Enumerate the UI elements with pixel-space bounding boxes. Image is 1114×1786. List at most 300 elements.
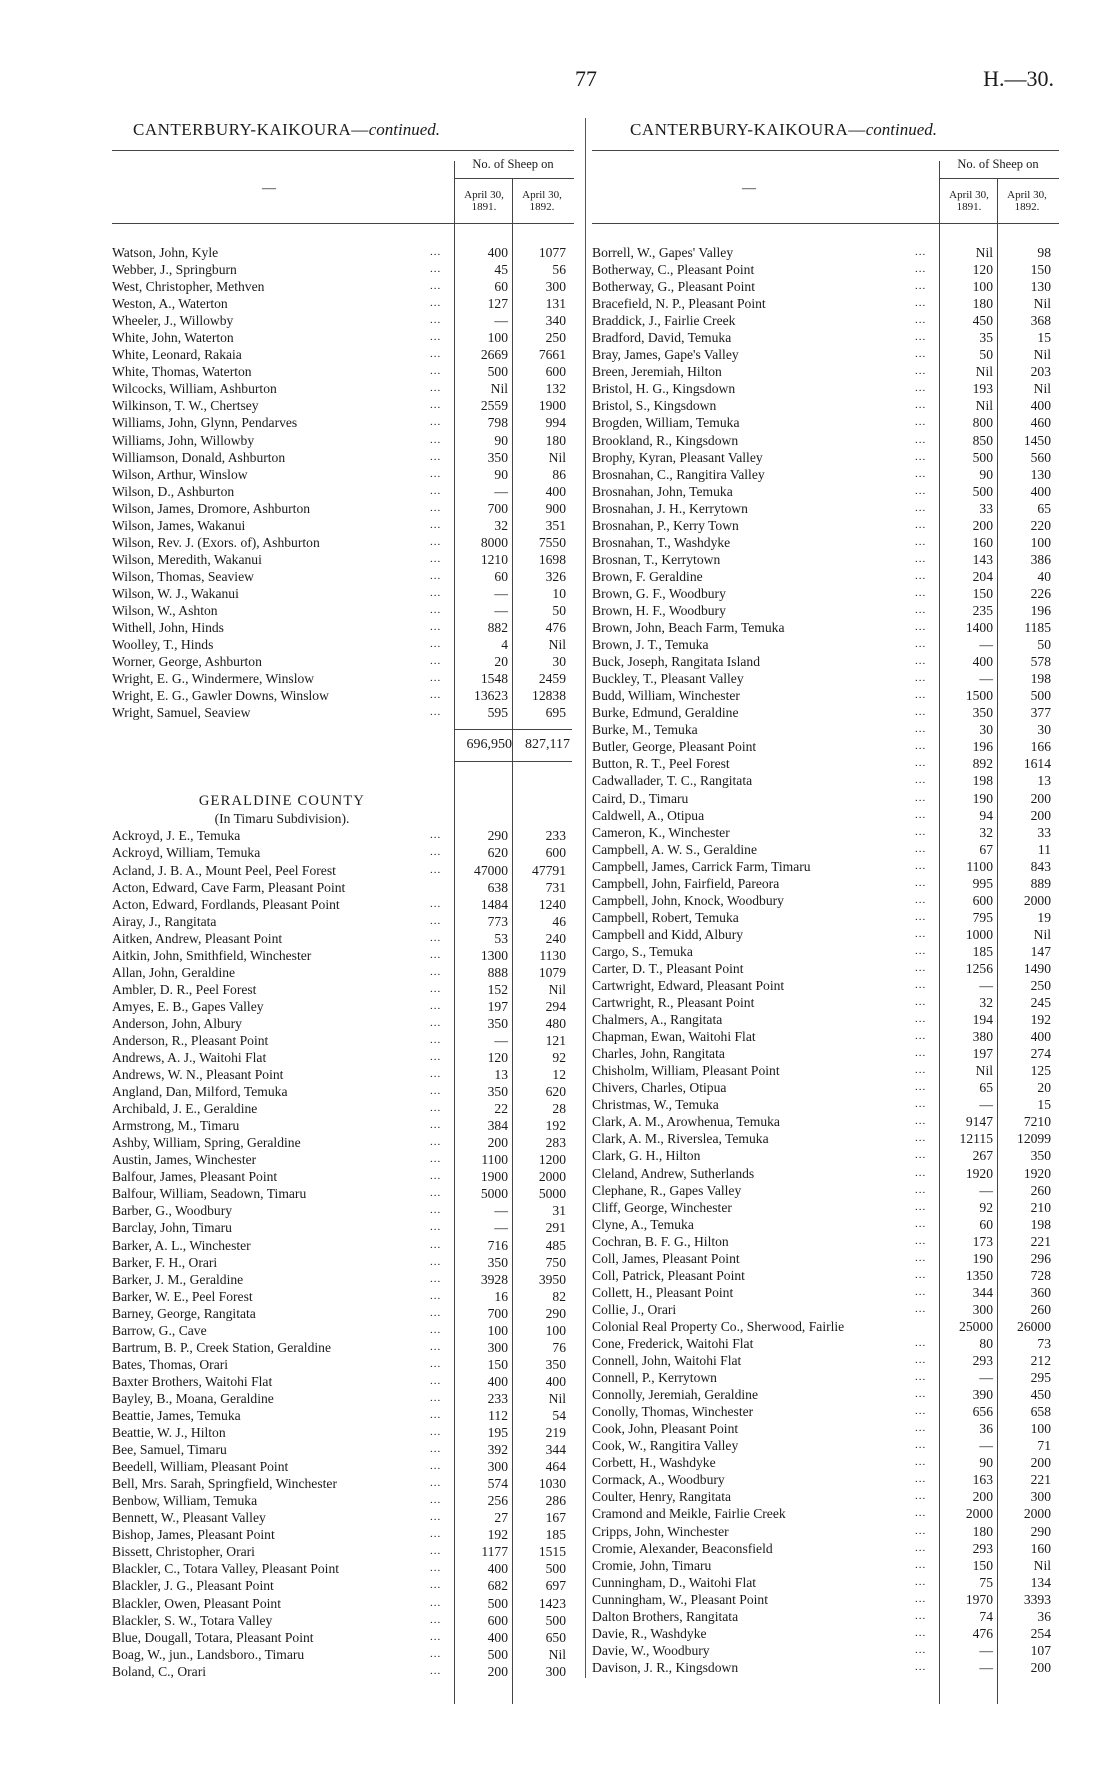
- value-1892: 260: [1030, 1182, 1051, 1198]
- leader-dots: ...: [915, 348, 927, 361]
- leader-dots: ...: [430, 501, 442, 514]
- table-row: [112, 1646, 572, 1663]
- leader-dots: ...: [915, 382, 927, 395]
- leader-dots: ...: [430, 382, 442, 395]
- value-1891: 350: [487, 449, 508, 465]
- value-1892: 30: [552, 654, 566, 670]
- value-1892: 56: [552, 262, 566, 278]
- leader-dots: ...: [915, 910, 927, 923]
- table-row: [112, 896, 572, 913]
- value-1891: 100: [487, 1322, 508, 1338]
- table-row: [592, 875, 1057, 892]
- value-1891: 300: [487, 1339, 508, 1355]
- leader-dots: ...: [430, 1630, 442, 1643]
- value-1892: 150: [1030, 262, 1051, 278]
- entry-name: Clark, A. M., Riverslea, Temuka: [592, 1131, 769, 1147]
- value-1891: 204: [972, 568, 993, 584]
- entry-name: Weston, A., Waterton: [112, 296, 228, 312]
- leader-dots: ...: [915, 1405, 927, 1418]
- leader-dots: ...: [915, 1183, 927, 1196]
- leader-dots: ...: [915, 638, 927, 651]
- table-row: [592, 824, 1057, 841]
- leader-dots: ...: [915, 1592, 927, 1605]
- leader-dots: ...: [430, 1051, 442, 1064]
- table-row: [592, 841, 1057, 858]
- table-row: [112, 363, 572, 380]
- entry-name: Chalmers, A., Rangitata: [592, 1012, 723, 1028]
- value-1891: 16: [494, 1288, 508, 1304]
- value-1891: —: [494, 313, 508, 329]
- value-1891: 500: [487, 1646, 508, 1662]
- value-1892: 76: [552, 1339, 566, 1355]
- table-row: [592, 738, 1057, 755]
- entry-name: Budd, William, Winchester: [592, 688, 740, 704]
- value-1891: 80: [979, 1336, 993, 1351]
- entry-name: Cartwright, Edward, Pleasant Point: [592, 978, 785, 994]
- entry-name: Wright, E. G., Gawler Downs, Winslow: [112, 688, 329, 704]
- entry-name: Botherway, C., Pleasant Point: [592, 262, 755, 278]
- table-row: [112, 704, 572, 721]
- entry-name: Balfour, James, Pleasant Point: [112, 1169, 278, 1185]
- value-1892: 212: [1030, 1353, 1051, 1369]
- value-1892: 658: [1030, 1404, 1051, 1420]
- entry-name: Cargo, S., Temuka: [592, 943, 693, 959]
- table-row: [112, 1373, 572, 1390]
- table-row: [112, 483, 572, 500]
- entry-name: Bell, Mrs. Sarah, Springfield, Winchester: [112, 1476, 337, 1492]
- table-row: [112, 1288, 572, 1305]
- table-row: [592, 1267, 1057, 1284]
- value-1892: 1185: [1024, 620, 1051, 636]
- entry-name: Cone, Frederick, Waitohi Flat: [592, 1336, 754, 1351]
- value-1891: 92: [979, 1199, 993, 1215]
- value-1892: 219: [545, 1425, 566, 1441]
- leader-dots: ...: [430, 1340, 442, 1353]
- table-row: [112, 1458, 572, 1475]
- left-table: [112, 150, 574, 1680]
- value-1892: 198: [1030, 1216, 1051, 1232]
- value-1892: 134: [1030, 1574, 1051, 1590]
- value-1892: 1240: [538, 896, 566, 912]
- leader-dots: ...: [430, 518, 442, 531]
- table-row: [592, 1591, 1057, 1608]
- leader-dots: ...: [430, 535, 442, 548]
- table-row: [112, 1441, 572, 1458]
- value-1892: 50: [1037, 637, 1051, 653]
- entry-name: Dalton Brothers, Rangitata: [592, 1608, 739, 1624]
- entry-name: Wheeler, J., Willowby: [112, 313, 234, 329]
- entry-name: Wilcocks, William, Ashburton: [112, 381, 277, 397]
- entry-name: Corbett, H., Washdyke: [592, 1455, 716, 1471]
- entry-name: Bristol, H. G., Kingsdown: [592, 381, 736, 397]
- table-row: [112, 1612, 572, 1629]
- table-row: [592, 807, 1057, 824]
- table-row: [592, 1420, 1057, 1437]
- leader-dots: ...: [915, 655, 927, 668]
- entry-name: Williams, John, Glynn, Pendarves: [112, 415, 298, 431]
- value-1892: 1490: [1023, 960, 1051, 976]
- value-1891: 350: [972, 705, 993, 721]
- entry-name: White, Leonard, Rakaia: [112, 347, 242, 363]
- table-row: [592, 926, 1057, 943]
- value-1892: 1900: [538, 398, 566, 414]
- table-row: [592, 1386, 1057, 1403]
- value-1892: 2459: [538, 671, 566, 687]
- leader-dots: ...: [430, 433, 442, 446]
- left-section-title: CANTERBURY-KAIKOURA—continued.: [133, 120, 441, 139]
- entry-name: Barrow, G., Cave: [112, 1322, 207, 1338]
- value-1891: 196: [972, 739, 993, 755]
- leader-dots: ...: [915, 723, 927, 736]
- value-1892: 1515: [538, 1544, 566, 1560]
- leader-dots: ...: [915, 1626, 927, 1639]
- table-row: [112, 312, 572, 329]
- table-row: [112, 1390, 572, 1407]
- value-1892: 221: [1030, 1233, 1051, 1249]
- leader-dots: ...: [915, 825, 927, 838]
- leader-dots: ...: [915, 1047, 927, 1060]
- table-row: [112, 1066, 572, 1083]
- value-1892: 19: [1037, 909, 1051, 925]
- table-row: [592, 1233, 1057, 1250]
- value-1892: 7550: [538, 534, 566, 550]
- value-1891: 380: [972, 1029, 993, 1045]
- entry-name: Brown, J. T., Temuka: [592, 637, 709, 653]
- value-1892: 300: [545, 279, 566, 295]
- leader-dots: ...: [915, 586, 927, 599]
- value-1892: 132: [545, 381, 566, 397]
- value-1891: 180: [972, 1523, 993, 1539]
- value-1891: 190: [972, 1250, 993, 1266]
- value-1892: 1450: [1023, 432, 1051, 448]
- value-1892: 2000: [1023, 1506, 1051, 1522]
- leader-dots: ...: [430, 1153, 442, 1166]
- entry-name: Beattie, James, Temuka: [112, 1408, 241, 1423]
- value-1891: —: [979, 1659, 993, 1675]
- value-1892: 578: [1030, 654, 1051, 670]
- table-row: [112, 1271, 572, 1288]
- entry-name: Bennett, W., Pleasant Valley: [112, 1510, 266, 1526]
- table-row: [112, 879, 572, 896]
- value-1892: 500: [545, 1612, 566, 1628]
- entry-name: Amyes, E. B., Gapes Valley: [112, 998, 264, 1014]
- value-1891: —: [979, 978, 993, 994]
- table-row: [112, 1526, 572, 1543]
- value-1891: 2669: [480, 347, 508, 363]
- table-row: [592, 346, 1057, 363]
- value-1892: 368: [1030, 313, 1051, 329]
- leader-dots: ...: [915, 1371, 927, 1384]
- value-1891: 173: [972, 1233, 993, 1249]
- value-1892: 900: [545, 500, 566, 516]
- value-1891: 180: [972, 296, 993, 312]
- value-1892: 286: [545, 1493, 566, 1509]
- table-row: [112, 244, 572, 261]
- table-row: [112, 397, 572, 414]
- entry-name: Cunningham, D., Waitohi Flat: [592, 1574, 757, 1590]
- leader-dots: ...: [430, 621, 442, 634]
- entry-name: Wilson, W., Ashton: [112, 602, 218, 618]
- leader-dots: ...: [915, 603, 927, 616]
- value-1891: 293: [972, 1540, 993, 1556]
- value-1891: 400: [972, 654, 993, 670]
- table-row: [112, 1151, 572, 1168]
- entry-name: Boland, C., Orari: [112, 1663, 207, 1679]
- value-1891: 1400: [965, 620, 993, 636]
- value-1891: 300: [487, 1459, 508, 1475]
- entry-name: Anderson, John, Albury: [112, 1015, 242, 1031]
- leader-dots: ...: [430, 1085, 442, 1098]
- leader-dots: ...: [430, 1511, 442, 1524]
- table-row: [592, 244, 1057, 261]
- leader-dots: ...: [915, 842, 927, 855]
- value-1892: 5000: [538, 1186, 566, 1202]
- leader-dots: ...: [430, 1477, 442, 1490]
- value-1891: 682: [487, 1578, 508, 1594]
- entry-name: Cormack, A., Woodbury: [592, 1472, 725, 1488]
- value-1891: 600: [972, 892, 993, 908]
- entry-name: Bissett, Christopher, Orari: [112, 1544, 255, 1560]
- value-1891: 1548: [480, 671, 508, 687]
- entry-name: Campbell, James, Carrick Farm, Timaru: [592, 858, 811, 874]
- value-1891: 200: [487, 1135, 508, 1151]
- value-1892: 98: [1037, 245, 1051, 260]
- value-1892: 30: [1037, 722, 1051, 738]
- leader-dots: ...: [915, 365, 927, 378]
- value-1891: 1300: [480, 947, 508, 963]
- value-1891: 197: [972, 1046, 993, 1062]
- leader-dots: ...: [430, 863, 442, 876]
- value-1891: —: [494, 1032, 508, 1048]
- entry-name: Brosnahan, J. H., Kerrytown: [592, 500, 748, 516]
- table-row: [592, 278, 1057, 295]
- value-1891: 100: [487, 330, 508, 346]
- value-1892: 400: [1030, 1029, 1051, 1045]
- subdivision-heading: (In Timaru Subdivision).: [214, 811, 350, 827]
- value-1892: Nil: [548, 1646, 566, 1662]
- value-1892: 131: [545, 296, 566, 312]
- table-row: [112, 1134, 572, 1151]
- table-row: [592, 312, 1057, 329]
- entry-name: Armstrong, M., Timaru: [112, 1118, 240, 1134]
- value-1892: 125: [1030, 1063, 1051, 1079]
- value-1892: 15: [1037, 1097, 1051, 1113]
- value-1891: Nil: [490, 381, 508, 397]
- leader-dots: ...: [430, 1374, 442, 1387]
- leader-dots: ...: [915, 1507, 927, 1520]
- entry-name: Clyne, A., Temuka: [592, 1216, 694, 1232]
- leader-dots: ...: [430, 706, 442, 719]
- value-1891: 574: [487, 1476, 508, 1492]
- table-row: [112, 568, 572, 585]
- leader-dots: ...: [430, 552, 442, 565]
- entry-name: Davie, W., Woodbury: [592, 1642, 710, 1658]
- value-1891: 1500: [965, 688, 993, 704]
- value-1892: 290: [545, 1305, 566, 1321]
- leader-dots: ...: [430, 1323, 442, 1336]
- value-1891: 390: [972, 1387, 993, 1403]
- table-row: [112, 1185, 572, 1202]
- entry-name: Carter, D. T., Pleasant Point: [592, 960, 744, 976]
- entry-name: Bradford, David, Temuka: [592, 330, 732, 346]
- entry-name: Boag, W., jun., Landsboro., Timaru: [112, 1646, 305, 1662]
- value-1891: Nil: [975, 1063, 993, 1079]
- table-row: [592, 1147, 1057, 1164]
- entry-name: Worner, George, Ashburton: [112, 654, 262, 670]
- value-1891: 194: [972, 1012, 993, 1028]
- entry-name: Archibald, J. E., Geraldine: [112, 1101, 258, 1117]
- value-1892: 350: [1030, 1148, 1051, 1164]
- entry-name: Clark, G. H., Hilton: [592, 1148, 701, 1164]
- table-row: [592, 1659, 1057, 1676]
- table-row: [112, 517, 572, 534]
- leader-dots: ...: [915, 1064, 927, 1077]
- value-1892: 20: [1037, 1080, 1051, 1096]
- value-1892: 192: [545, 1118, 566, 1134]
- leader-dots: ...: [915, 1302, 927, 1315]
- entry-name: Caird, D., Timaru: [592, 790, 689, 806]
- entry-name: White, John, Waterton: [112, 330, 234, 346]
- leader-dots: ...: [915, 1456, 927, 1469]
- value-1892: 3393: [1023, 1591, 1051, 1607]
- table-row: [592, 704, 1057, 721]
- table-row: [592, 363, 1057, 380]
- leader-dots: ...: [430, 1033, 442, 1046]
- value-1892: 166: [1030, 739, 1051, 755]
- value-1891: 50: [979, 347, 993, 363]
- value-1891: 235: [972, 602, 993, 618]
- table-row: [112, 1032, 572, 1049]
- table-row: [112, 1305, 572, 1322]
- value-1891: 850: [972, 432, 993, 448]
- table-row: [592, 397, 1057, 414]
- value-1892: 210: [1030, 1199, 1051, 1215]
- leader-dots: ...: [430, 982, 442, 995]
- table-row: [112, 534, 572, 551]
- value-1891: 2559: [480, 398, 508, 414]
- value-1892: 233: [545, 828, 566, 844]
- entry-name: Burke, Edmund, Geraldine: [592, 705, 739, 721]
- value-1891: 190: [972, 790, 993, 806]
- value-1892: 12099: [1017, 1131, 1051, 1147]
- leader-dots: ...: [430, 1221, 442, 1234]
- value-1892: 350: [545, 1356, 566, 1372]
- leader-dots: ...: [915, 859, 927, 872]
- value-1892: 200: [1030, 790, 1051, 806]
- leader-dots: ...: [430, 263, 442, 276]
- leader-dots: ...: [915, 1643, 927, 1656]
- value-1891: 32: [979, 824, 993, 840]
- table-row: [592, 1642, 1057, 1659]
- value-1892: 196: [1030, 602, 1051, 618]
- leader-dots: ...: [915, 484, 927, 497]
- table-row: [592, 1096, 1057, 1113]
- entry-name: Barker, F. H., Orari: [112, 1254, 218, 1270]
- value-1892: 86: [552, 466, 566, 482]
- value-1891: 392: [487, 1442, 508, 1458]
- left-table-header: [112, 150, 574, 224]
- table-row: [592, 483, 1057, 500]
- table-row: [112, 981, 572, 998]
- table-row: [112, 432, 572, 449]
- value-1892: 560: [1030, 449, 1051, 465]
- entry-name: Caldwell, A., Otipua: [592, 807, 705, 823]
- leader-dots: ...: [430, 1545, 442, 1558]
- entry-name: Wilson, James, Dromore, Ashburton: [112, 500, 311, 516]
- entry-name: Blackler, C., Totara Valley, Pleasant Point: [112, 1561, 340, 1577]
- entry-name: Watson, John, Kyle: [112, 245, 219, 260]
- table-row: [112, 1049, 572, 1066]
- leader-dots: ...: [915, 979, 927, 992]
- table-row: [112, 1168, 572, 1185]
- entry-name: Cadwallader, T. C., Rangitata: [592, 773, 753, 789]
- value-1892: 31: [552, 1203, 566, 1219]
- value-1891: 620: [487, 845, 508, 861]
- entry-name: Buckley, T., Pleasant Valley: [592, 671, 744, 687]
- value-1892: 695: [545, 705, 566, 721]
- value-1892: 167: [545, 1510, 566, 1526]
- value-1892: 300: [545, 1663, 566, 1679]
- table-row: [112, 1202, 572, 1219]
- value-1891: 350: [487, 1254, 508, 1270]
- entry-name: Andrews, W. N., Pleasant Point: [112, 1067, 284, 1083]
- value-1892: 130: [1030, 279, 1051, 295]
- table-row: [592, 414, 1057, 431]
- entry-name: Cook, John, Pleasant Point: [592, 1421, 739, 1437]
- value-1891: 795: [972, 909, 993, 925]
- entry-name: Blackler, Owen, Pleasant Point: [112, 1595, 281, 1611]
- value-1891: 193: [972, 381, 993, 397]
- value-1891: 152: [487, 981, 508, 997]
- leader-dots: ...: [915, 757, 927, 770]
- value-1892: 100: [1030, 534, 1051, 550]
- leader-dots: ...: [915, 1388, 927, 1401]
- value-1892: 360: [1030, 1284, 1051, 1300]
- value-1892: 400: [545, 1373, 566, 1389]
- value-1892: 1130: [539, 947, 566, 963]
- value-1891: 200: [972, 1489, 993, 1505]
- table-row: [592, 432, 1057, 449]
- value-1891: 350: [487, 1084, 508, 1100]
- value-1891: 12115: [959, 1131, 993, 1147]
- value-1891: 74: [979, 1608, 993, 1624]
- value-1891: 2000: [965, 1506, 993, 1522]
- value-1891: —: [979, 1642, 993, 1658]
- leader-dots: ...: [430, 1409, 442, 1421]
- table-row: [112, 670, 572, 687]
- entry-name: Brown, John, Beach Farm, Temuka: [592, 620, 785, 636]
- entry-name: Wilson, Meredith, Wakanui: [112, 551, 262, 567]
- value-1891: 143: [972, 551, 993, 567]
- value-1891: 65: [979, 1080, 993, 1096]
- value-1891: 500: [972, 483, 993, 499]
- table-row: [592, 943, 1057, 960]
- leader-dots: ...: [430, 1426, 442, 1439]
- col-1892-header: April 30, 1892.: [522, 189, 562, 213]
- value-1891: 47000: [474, 862, 508, 878]
- value-1892: 450: [1030, 1387, 1051, 1403]
- entry-name: Connolly, Jeremiah, Geraldine: [592, 1387, 758, 1403]
- leader-dots: ...: [915, 927, 927, 940]
- leader-dots: ...: [915, 961, 927, 974]
- entry-name: Bayley, B., Moana, Geraldine: [112, 1390, 274, 1406]
- table-row: [592, 994, 1057, 1011]
- total-1892: 827,117: [525, 737, 570, 753]
- entry-name: Wilkinson, T. W., Chertsey: [112, 398, 259, 414]
- value-1891: 1100: [966, 858, 993, 874]
- entry-name: Blackler, J. G., Pleasant Point: [112, 1578, 274, 1594]
- value-1891: 1970: [965, 1591, 993, 1607]
